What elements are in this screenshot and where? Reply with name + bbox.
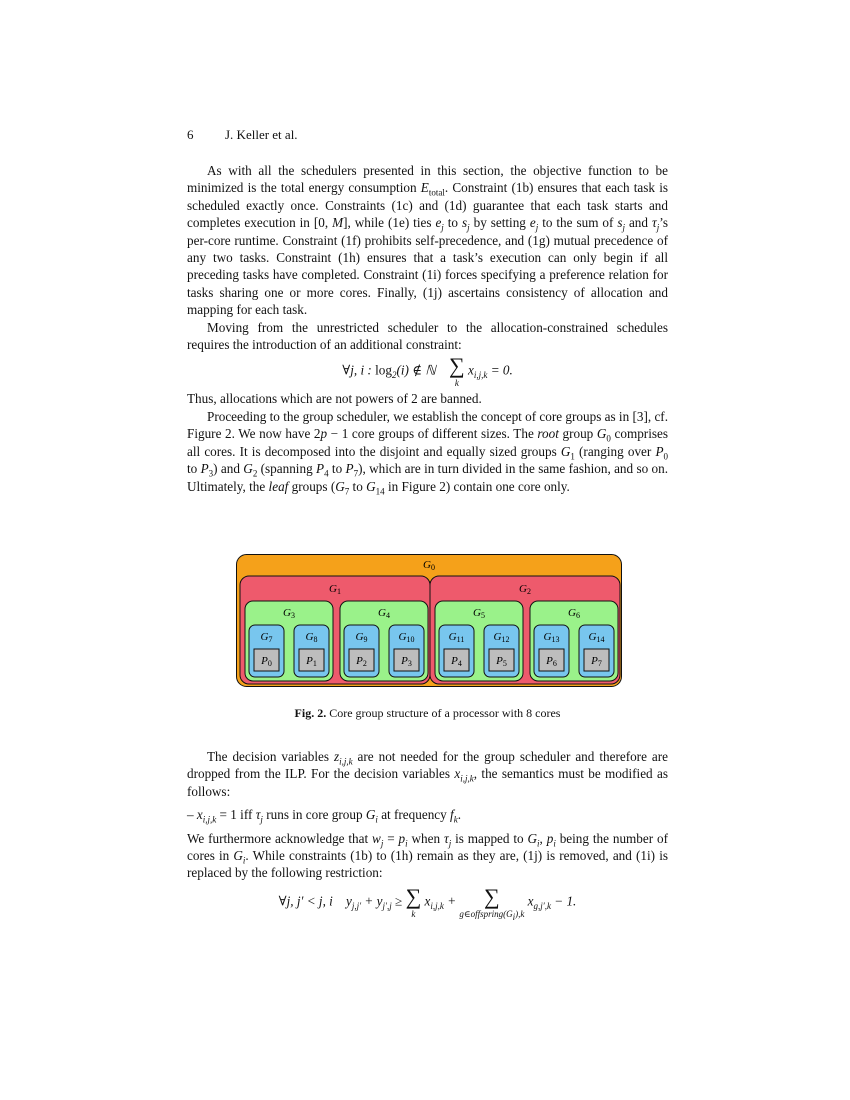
figure-caption — [187, 706, 668, 721]
paragraph-acknowledge: We furthermore acknowledge that $w_j = p_i$ when $\tau_j$ is mapped to $G_i$, $p_i$ being the number of cores in $G_i$. While constraints (1b) to (1h) remain as they are, (1j) is removed, and (1i) is replaced by the following restriction: — [187, 830, 668, 881]
group-label-g3: G3 — [283, 607, 295, 620]
group-label-g5: G5 — [473, 607, 485, 620]
group-label-g9: G9 — [355, 631, 368, 644]
paragraph-decision-variables: The decision variables $z_{i,j,k}$ are not needed for the group scheduler and therefore are dropped from the ILP. For the decision variables $x_{i,j,k}$, the semantics must be modified as follows: — [187, 749, 668, 799]
paragraph-objective: As with all the schedulers presented in this section, the objective function to be minimized is the total energy consumption $E_{total}$. Constraint (1b) ensures that each task is scheduled exactly once. Constraints (1c) and (1d) guarantee that each task starts and completes execution in [0, M], while (1e) ties $e_j$ to $s_j$ by setting $e_j$ to the sum of $s_j$ and $\tau_j’s$ per-core runtime. Constraint (1f) prohibits self-precedence, and (1g) mutual precedence of any two tasks. Constraint (1h) ensures that a task’s execution can only begin if all preceding tasks have completed. Constraint (1i) forces specifying a preference relation for tasks sharing one or more cores. Finally, (1j) ascertains consistency of allocation and mapping for each task. — [187, 163, 668, 318]
core-label-p4: P4 — [451, 655, 462, 668]
group-label-g7: G7 — [260, 631, 273, 644]
group-label-g12: G12 — [493, 631, 510, 644]
caption-label: Fig. 2. — [294, 706, 327, 720]
equation-group-restriction: ∀j, j′ < j, i $y_{j,j'} + y_{j',j}$ ≥ ∑ k $x_{i,j,k}$ + ∑ $g\in offspring(G_i),k$ $x_{g,j',k} - 1$. — [278, 883, 577, 922]
group-label-root: G0 — [423, 559, 435, 572]
core-label-p2: P2 — [356, 655, 367, 668]
group-label-g10: G10 — [398, 631, 415, 644]
core-label-p5: P5 — [496, 655, 507, 668]
bullet-semantics: – $x_{i,j,k} = 1$ iff $\tau_j$ runs in core group $G_i$ at frequency $f_k$. — [187, 807, 462, 825]
group-label-g13: G13 — [543, 631, 560, 644]
equation-powers-of-two: ∀j, i : $\log_2(i)$ ∉ ℕ ∑ k $x_{i,j,k} = 0$. — [342, 353, 513, 389]
group-label-g6: G6 — [568, 607, 580, 620]
core-label-p7: P7 — [591, 655, 602, 668]
body-text-top — [187, 162, 668, 495]
group-label-g8: G8 — [305, 631, 318, 644]
core-label-p1: P1 — [306, 655, 317, 668]
running-header — [187, 127, 298, 143]
core-group-figure — [236, 554, 622, 690]
paragraph-group-scheduler: Proceeding to the group scheduler, we establish the concept of core groups as in [3], cf. Figure 2. We now have 2p − 1 core groups of different sizes. The root group $G_0$ comprises all cores. It is decomposed into the disjoint and equally sized groups $G_1$ (ranging over $P_0$ to $P_3$) and $G_2$ (spanning $P_4$ to $P_7$), which are in turn divided in the same fashion, and so on. Ultimately, the leaf groups ($G_7$ to $G_{14}$ in Figure 2) contain one core only. — [187, 408, 669, 497]
paragraph-allocation: Moving from the unrestricted scheduler to the allocation-constrained schedules requires the introduction of an additional constraint: — [187, 319, 668, 353]
group-label-g4: G4 — [378, 607, 390, 620]
group-label-g11: G11 — [448, 631, 465, 644]
core-label-p3: P3 — [401, 655, 412, 668]
core-label-p0: P0 — [261, 655, 272, 668]
body-text-bottom — [187, 748, 668, 922]
group-label-g2: G2 — [519, 583, 531, 596]
group-label-g1: G1 — [329, 583, 341, 596]
group-label-g14: G14 — [588, 631, 605, 644]
running-authors: J. Keller et al. — [225, 127, 298, 142]
page-number: 6 — [187, 127, 194, 142]
paragraph-banned: Thus, allocations which are not powers of 2 are banned. — [187, 391, 482, 407]
caption-text: Core group structure of a processor with 8 cores — [329, 706, 561, 720]
core-label-p6: P6 — [546, 655, 557, 668]
